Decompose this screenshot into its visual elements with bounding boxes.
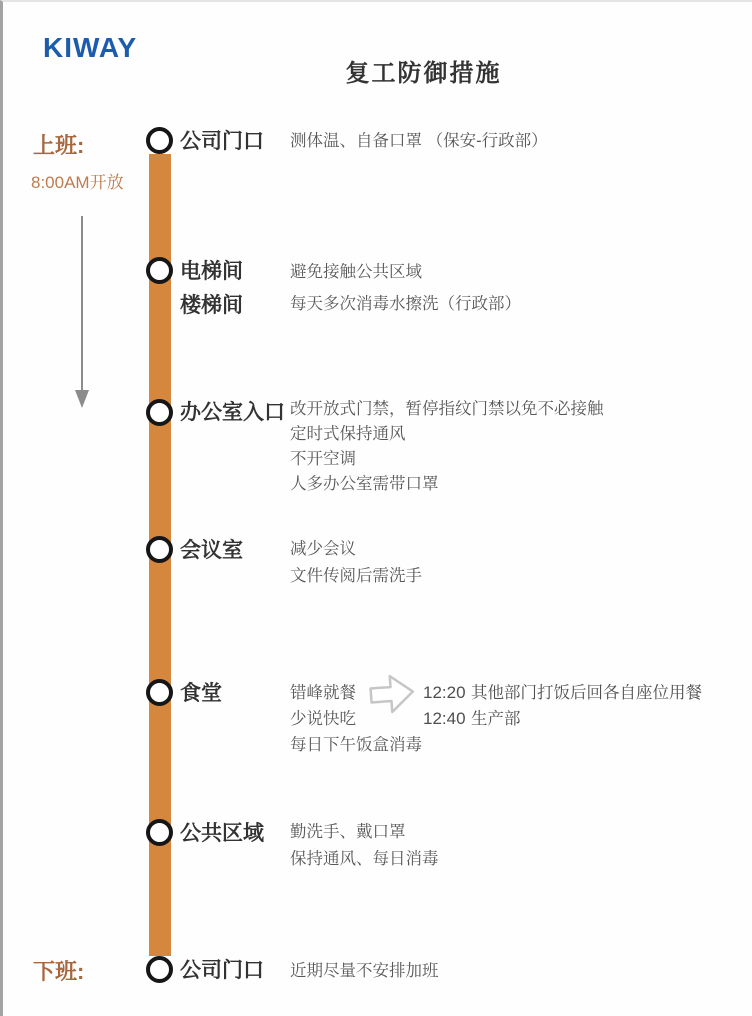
- page-title: 复工防御措施: [345, 60, 502, 87]
- canteen-schedule-times: [423, 680, 466, 732]
- note-line: 错峰就餐: [290, 684, 356, 702]
- note-line: 测体温、自备口罩 （保安-行政部）: [290, 132, 548, 150]
- station-label-stairwell: 楼梯间: [180, 294, 243, 317]
- timeline-node-4: [146, 536, 173, 563]
- schedule-time: 12:40: [423, 709, 466, 728]
- shift-start-label: 上班:: [33, 133, 85, 158]
- note-line: 每日下午饭盒消毒: [290, 736, 422, 754]
- canteen-schedule-notes: [471, 680, 702, 732]
- note-line: 避免接触公共区域: [290, 263, 422, 281]
- timeline-node-1: [146, 127, 173, 154]
- station-notes-meeting-room: [290, 536, 422, 590]
- flow-arrow-icon: [364, 668, 419, 720]
- note-line: 人多办公室需带口罩: [290, 475, 439, 493]
- schedule-time: 12:20: [423, 683, 466, 702]
- station-label-gate-in: 公司门口: [180, 130, 264, 153]
- station-label-public-area: 公共区域: [180, 822, 264, 845]
- note-line: 每天多次消毒水擦洗（行政部）: [290, 295, 521, 313]
- note-line: 减少会议: [290, 540, 356, 558]
- note-line: 文件传阅后需洗手: [290, 567, 422, 585]
- note-line: 定时式保持通风: [290, 425, 406, 443]
- shift-end-label: 下班:: [33, 959, 85, 984]
- station-label-canteen: 食堂: [180, 682, 222, 705]
- note-line: 不开空调: [290, 450, 356, 468]
- timeline-node-6: [146, 819, 173, 846]
- schedule-note: 生产部: [471, 710, 521, 728]
- station-notes-gate-out: [290, 958, 439, 984]
- station-label-meeting-room: 会议室: [180, 539, 243, 562]
- note-line: 近期尽量不安排加班: [290, 962, 439, 980]
- shift-start-time: 8:00AM开放: [31, 173, 124, 192]
- down-arrow-icon: [73, 214, 91, 410]
- kiway-logo: KIWAY: [43, 32, 138, 63]
- station-note-elevator: [290, 259, 422, 285]
- schedule-note: 其他部门打饭后回各自座位用餐: [471, 684, 702, 702]
- station-label-elevator: 电梯间: [180, 260, 243, 283]
- station-notes-public-area: [290, 819, 439, 873]
- timeline-node-7: [146, 956, 173, 983]
- note-line: 勤洗手、戴口罩: [290, 823, 406, 841]
- note-line: 少说快吃: [290, 710, 356, 728]
- station-label-gate-out: 公司门口: [180, 959, 264, 982]
- note-line: 改开放式门禁，暂停指纹门禁以免不必接触: [290, 400, 604, 418]
- timeline-node-5: [146, 679, 173, 706]
- station-note-stairwell: [290, 291, 521, 317]
- station-notes-gate-in: [290, 128, 548, 155]
- note-line: 保持通风、每日消毒: [290, 850, 439, 868]
- station-label-office-entrance: 办公室入口: [180, 401, 285, 424]
- timeline-node-2: [146, 257, 173, 284]
- timeline-node-3: [146, 399, 173, 426]
- station-notes-office-entrance: [290, 397, 604, 497]
